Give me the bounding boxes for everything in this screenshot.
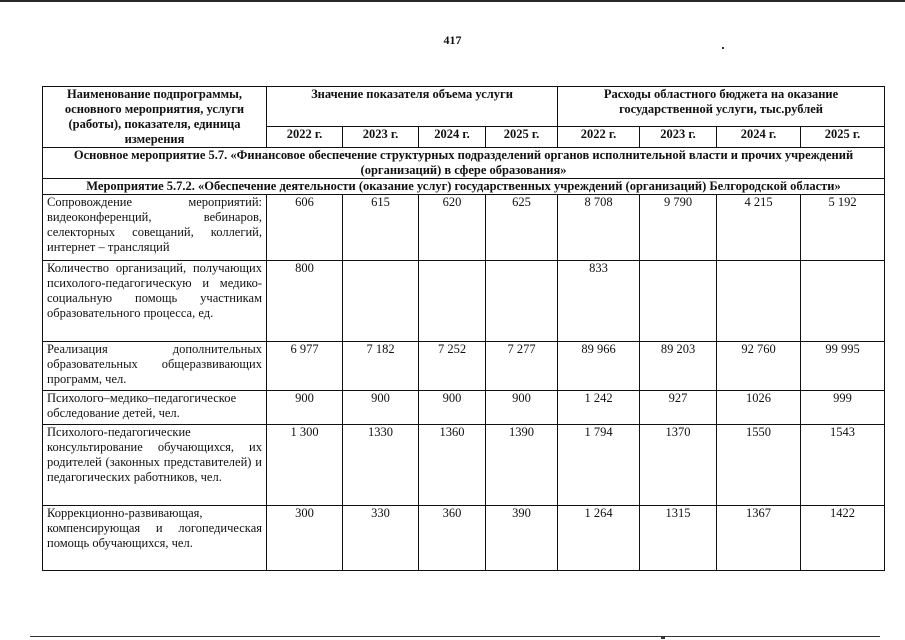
volume-cell: 300	[267, 506, 343, 571]
indicator-name: Психолого–медико–педагогическое обследование детей, чел.	[43, 391, 267, 425]
volume-cell: 330	[343, 506, 419, 571]
volume-cell: 360	[419, 506, 486, 571]
indicator-name: Сопровождение мероприятий: видеоконференций, вебинаров, селекторных совещаний, коллегий, интернет – трансляций	[43, 195, 267, 261]
main-activity-title: Основное мероприятие 5.7. «Финансовое обеспечение структурных подразделений органов исполнительной власти и прочих учреждений (организаций) в сфере образования»	[43, 148, 885, 179]
expense-cell: 1 264	[558, 506, 640, 571]
volume-cell	[419, 261, 486, 342]
volume-cell: 7 182	[343, 342, 419, 391]
volume-cell: 900	[343, 391, 419, 425]
header-year: 2025 г.	[486, 127, 558, 148]
volume-cell: 615	[343, 195, 419, 261]
expense-cell: 1550	[717, 425, 801, 506]
expense-cell: 1367	[717, 506, 801, 571]
expense-cell: 4 215	[717, 195, 801, 261]
volume-cell: 390	[486, 506, 558, 571]
expense-cell: 92 760	[717, 342, 801, 391]
header-year: 2024 г.	[419, 127, 486, 148]
expense-cell: 927	[640, 391, 717, 425]
expense-cell	[801, 261, 885, 342]
volume-cell: 1330	[343, 425, 419, 506]
header-year: 2024 г.	[717, 127, 801, 148]
header-year: 2022 г.	[558, 127, 640, 148]
expense-cell	[640, 261, 717, 342]
volume-cell: 620	[419, 195, 486, 261]
expense-cell: 5 192	[801, 195, 885, 261]
volume-cell: 7 277	[486, 342, 558, 391]
header-row	[43, 87, 885, 127]
volume-cell: 800	[267, 261, 343, 342]
table-row	[43, 261, 885, 342]
expense-cell: 1 242	[558, 391, 640, 425]
expense-cell: 1 794	[558, 425, 640, 506]
table-row	[43, 195, 885, 261]
volume-cell: 900	[267, 391, 343, 425]
sub-activity-title: Мероприятие 5.7.2. «Обеспечение деятельности (оказание услуг) государственных учреждений (организаций) Белгородской области»	[43, 179, 885, 195]
section-row	[43, 179, 885, 195]
volume-cell: 1360	[419, 425, 486, 506]
volume-cell: 900	[419, 391, 486, 425]
expense-cell	[717, 261, 801, 342]
table-row	[43, 506, 885, 571]
expense-cell: 8 708	[558, 195, 640, 261]
header-expense-group: Расходы областного бюджета на оказание государственной услуги, тыс.рублей	[558, 87, 885, 127]
expense-cell: 99 995	[801, 342, 885, 391]
expense-cell: 1315	[640, 506, 717, 571]
section-row	[43, 148, 885, 179]
expense-cell: 833	[558, 261, 640, 342]
table-row	[43, 342, 885, 391]
header-year: 2025 г.	[801, 127, 885, 148]
volume-cell	[343, 261, 419, 342]
volume-cell: 606	[267, 195, 343, 261]
header-volume-group: Значение показателя объема услуги	[267, 87, 558, 127]
expense-cell: 999	[801, 391, 885, 425]
header-year: 2022 г.	[267, 127, 343, 148]
header-year: 2023 г.	[343, 127, 419, 148]
expense-cell: 1026	[717, 391, 801, 425]
volume-cell	[486, 261, 558, 342]
volume-cell: 900	[486, 391, 558, 425]
budget-table	[42, 86, 885, 571]
expense-cell: 1422	[801, 506, 885, 571]
table-row	[43, 391, 885, 425]
header-year: 2023 г.	[640, 127, 717, 148]
volume-cell: 625	[486, 195, 558, 261]
expense-cell: 89 966	[558, 342, 640, 391]
scan-edge-top	[0, 0, 905, 2]
expense-cell: 89 203	[640, 342, 717, 391]
indicator-name: Психолого-педагогические консультирование обучающихся, их родителей (законных представителей) и педагогических работников, чел.	[43, 425, 267, 506]
page-number: 417	[443, 33, 462, 47]
table-row	[43, 425, 885, 506]
indicator-name: Коррекционно-развивающая, компенсирующая и логопедическая помощь обучающихся, чел.	[43, 506, 267, 571]
expense-cell: 9 790	[640, 195, 717, 261]
volume-cell: 1 300	[267, 425, 343, 506]
volume-cell: 7 252	[419, 342, 486, 391]
indicator-name: Количество организаций, получающих психолого-педагогическую и медико-социальную помощь участникам образовательного процесса, ед.	[43, 261, 267, 342]
expense-cell: 1370	[640, 425, 717, 506]
volume-cell: 1390	[486, 425, 558, 506]
indicator-name: Реализация дополнительных образовательных общеразвивающих программ, чел.	[43, 342, 267, 391]
expense-cell: 1543	[801, 425, 885, 506]
scan-edge-bottom	[30, 636, 880, 637]
volume-cell: 6 977	[267, 342, 343, 391]
header-name: Наименование подпрограммы, основного мероприятия, услуги (работы), показателя, единица измерения	[43, 87, 267, 148]
